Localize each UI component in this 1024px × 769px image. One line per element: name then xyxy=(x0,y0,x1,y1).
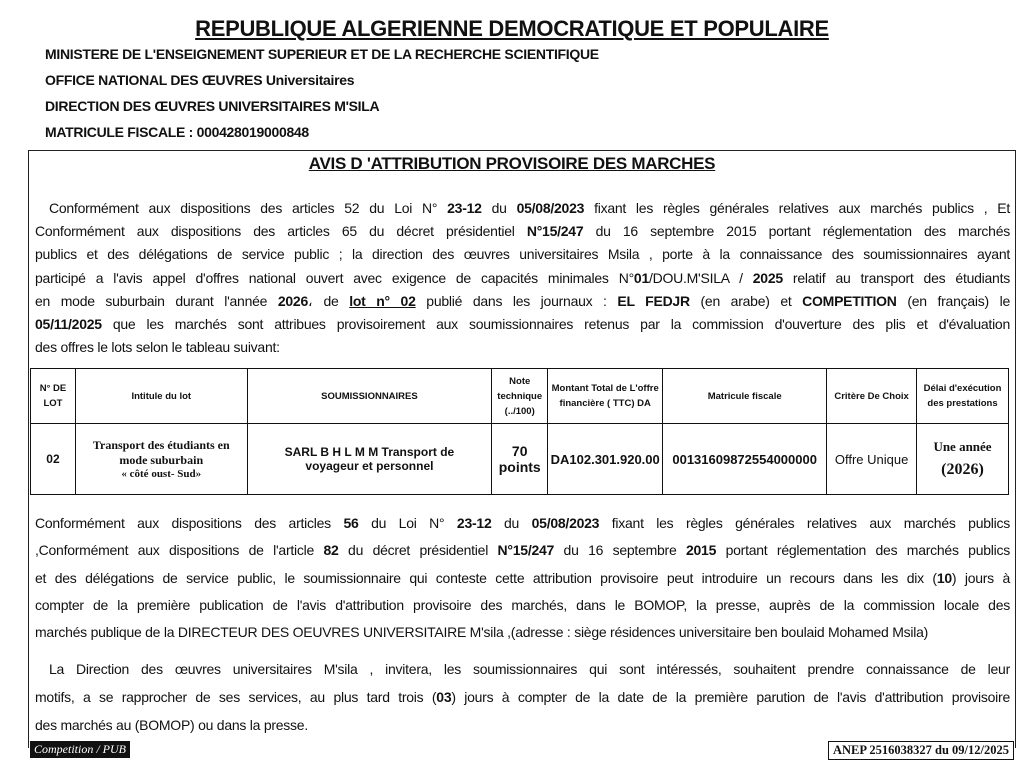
text-segment: ، de xyxy=(308,292,350,309)
text-line xyxy=(35,220,1010,243)
bold-segment: 2026 xyxy=(277,292,309,309)
paragraph-1 xyxy=(35,197,1010,359)
avis-title: AVIS D 'ATTRIBUTION PROVISOIRE DES MARCHES xyxy=(308,154,716,173)
office-line: OFFICE NATIONAL DES ŒUVRES Universitaires xyxy=(45,72,355,88)
text-line xyxy=(35,197,1010,220)
matricule-line: MATRICULE FISCALE : 000428019000848 xyxy=(45,124,309,140)
bold-segment: EL FEDJR xyxy=(617,292,690,309)
intitule-line: « côté oust- Sud» xyxy=(121,468,202,480)
header-montant: Montant Total de L'offre financière ( TTC) DA xyxy=(548,369,663,424)
text-segment: du xyxy=(481,200,517,216)
bold-segment: 01 xyxy=(633,269,649,286)
text-line xyxy=(35,619,1010,646)
header-note: Note technique (../100) xyxy=(492,369,548,424)
text-segment: La Direction des œuvres universitaires M'sila , invitera, les soumissionnaires qui sont intéressés, souhaitent prendre connaissance de leur xyxy=(49,661,1010,677)
cell-intitule xyxy=(75,424,247,495)
text-segment: du xyxy=(491,515,532,531)
text-segment: des offres le lots selon le tableau suivant: xyxy=(35,339,280,356)
header-delai: Délai d'exécution des prestations xyxy=(917,369,1009,424)
cell-critere: Offre Unique xyxy=(827,424,917,495)
bold-segment: 05/11/2025 xyxy=(35,315,102,332)
bold-segment: COMPETITION xyxy=(802,292,897,309)
text-segment: Conformément aux dispositions des articles 52 du Loi N° xyxy=(49,200,448,216)
text-line xyxy=(35,711,1010,739)
text-segment: du décret présidentiel xyxy=(338,542,498,559)
cell-lot: 02 xyxy=(31,424,76,495)
header-critere: Critère De Choix xyxy=(827,369,917,424)
header-matricule: Matricule fiscale xyxy=(663,369,827,424)
header-intitule: Intitule du lot xyxy=(75,369,247,424)
intitule-line: Transport des étudiants en xyxy=(92,438,230,452)
cell-note: 70 points xyxy=(492,424,548,495)
text-line xyxy=(35,592,1010,619)
underlined-segment: lot n° 02 xyxy=(349,292,416,309)
bold-segment: 23-12 xyxy=(456,515,492,531)
text-segment: (en français) le xyxy=(896,292,1010,309)
text-line xyxy=(35,655,1010,683)
text-segment: ,Conformément aux dispositions de l'article xyxy=(35,542,324,559)
ministry-line: MINISTERE DE L'ENSEIGNEMENT SUPERIEUR ET DE LA RECHERCHE SCIENTIFIQUE xyxy=(45,46,599,62)
bold-segment: 2025 xyxy=(752,269,783,286)
text-segment: du 16 septembre xyxy=(554,542,686,559)
cell-delai xyxy=(917,424,1009,495)
delai-line: Une année xyxy=(933,439,992,454)
bold-segment: 05/08/2023 xyxy=(516,200,585,216)
text-segment: (en arabe) et xyxy=(689,292,803,309)
bold-segment: 03 xyxy=(436,689,452,705)
text-segment: publié dans les journaux : xyxy=(415,292,618,309)
bold-segment: N°15/247 xyxy=(526,223,584,240)
text-line xyxy=(35,313,1010,336)
text-segment: du 16 septembre 2015 portant réglementation des marchés xyxy=(583,223,1010,240)
text-segment: participé a l'avis appel d'offres national ouvert avec exigence de capacités minimales N° xyxy=(35,269,634,286)
text-line xyxy=(35,565,1010,592)
text-segment: en mode suburbain durant l'année xyxy=(35,292,278,309)
text-segment: et des délégations de service public, le soumissionnaire qui conteste cette attribution provisoire peut introduire un recours dans les dix ( xyxy=(35,569,937,586)
text-segment: que les marchés sont attribues provisoirement aux soumissionnaires retenus par la commission d'ouverture des plis et d'évaluation xyxy=(101,315,1010,332)
text-line xyxy=(35,243,1010,266)
anep-reference: ANEP 2516038327 du 09/12/2025 xyxy=(828,741,1014,760)
cell-matricule: 00131609872554000000 xyxy=(663,424,827,495)
text-segment: du Loi N° xyxy=(358,515,457,531)
bold-segment: 05/08/2023 xyxy=(531,515,600,531)
table-header-row xyxy=(31,369,1009,424)
text-segment: fixant les règles générales relatives aux marchés publics xyxy=(599,515,1010,531)
text-segment: compter de la première publication de l'avis d'attribution provisoire des marchés, dans le BOMOP, la presse, auprès de la commission locale des xyxy=(35,596,1010,613)
text-line xyxy=(35,683,1010,711)
delai-line: (2026) xyxy=(941,461,984,478)
table-row xyxy=(31,424,1009,495)
text-line xyxy=(35,267,1010,290)
text-segment: marchés publique de la DIRECTEUR DES OEUVRES UNIVERSITAIRE M'sila ,(adresse : siège résidences universitaire ben boulaid Mohamed Msila) xyxy=(35,624,929,641)
text-segment: des marchés au (BOMOP) ou dans la presse. xyxy=(35,717,308,733)
text-segment: fixant les règles générales relatives aux marchés publics , Et xyxy=(584,200,1010,216)
bold-segment: 23-12 xyxy=(447,200,482,216)
cell-montant: DA102.301.920.00 xyxy=(548,424,663,495)
text-segment: relatif au transport des étudiants xyxy=(782,269,1010,286)
direction-line: DIRECTION DES ŒUVRES UNIVERSITAIRES M'SILA xyxy=(45,98,380,114)
text-segment: ) jours à compter de la date de la première parution de l'avis d'attribution provisoire xyxy=(451,689,1010,705)
attribution-table xyxy=(30,368,1009,495)
bold-segment: 56 xyxy=(343,515,359,531)
bold-segment: 2015 xyxy=(685,542,717,559)
text-segment: Conformément aux dispositions des articles 65 du décret présidentiel xyxy=(35,223,527,240)
text-segment: portant réglementation des marchés publics xyxy=(716,542,1011,559)
cell-soumissionnaire: SARL B H L M M Transport de voyageur et personnel xyxy=(247,424,492,495)
intitule-line: mode suburbain xyxy=(119,453,204,467)
header-soumissionnaires: SOUMISSIONNAIRES xyxy=(247,369,492,424)
header-lot-number: N° DE LOT xyxy=(31,369,76,424)
bold-segment: N°15/247 xyxy=(497,542,555,559)
bold-segment: 10 xyxy=(936,569,952,586)
text-line xyxy=(35,537,1010,564)
text-line xyxy=(35,290,1010,313)
republic-title: REPUBLIQUE ALGERIENNE DEMOCRATIQUE ET POPULAIRE xyxy=(195,16,829,41)
text-segment: publics et des délégations de service public ; la direction des œuvres universitaires Msila , porte à la connaissance des soumissionnaires ayant xyxy=(35,246,1010,263)
text-segment: motifs, a se rapprocher de ses services, au plus tard trois ( xyxy=(35,689,437,705)
bold-segment: 82 xyxy=(323,542,339,559)
text-segment: ) jours à xyxy=(951,569,1011,586)
source-label: Competition / PUB xyxy=(30,741,130,758)
text-line xyxy=(35,510,1010,537)
text-line xyxy=(35,336,1010,359)
paragraph-3 xyxy=(35,655,1010,739)
text-segment: Conformément aux dispositions des articles xyxy=(35,515,344,531)
text-segment: /DOU.M'SILA / xyxy=(649,269,753,286)
paragraph-2 xyxy=(35,510,1010,646)
